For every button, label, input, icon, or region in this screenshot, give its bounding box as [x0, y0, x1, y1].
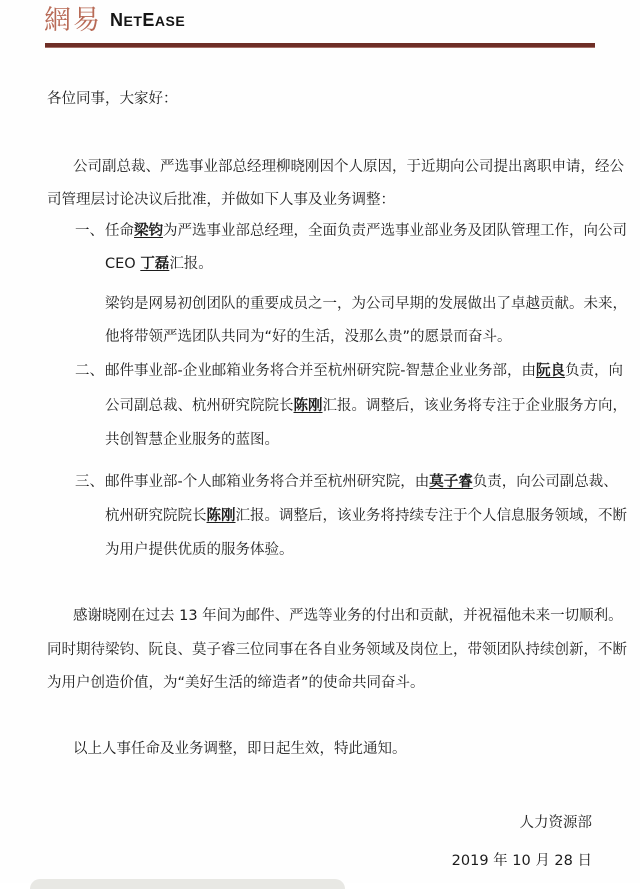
item-1-note-line-2: 他将带领严选团队共同为“好的生活，没那么贵”的愿景而奋斗。	[105, 329, 512, 345]
netease-logo-chinese: 網易	[44, 4, 102, 36]
item-2-line-1: 邮件事业部-企业邮箱业务将合并至杭州研究院-智慧企业业务部，由阮良负责，向	[105, 363, 623, 379]
person-name: 梁钧	[134, 223, 163, 239]
person-name: 陈刚	[293, 398, 323, 414]
item-3-marker: 三、	[75, 474, 104, 490]
item-1-note-line-1: 梁钧是网易初创团队的重要成员之一，为公司早期的发展做出了卓越贡献。未来，	[105, 296, 627, 312]
intro-line-2: 司管理层讨论决议后批准，并做如下人事及业务调整：	[47, 192, 395, 208]
item-2-line-3: 共创智慧企业服务的蓝图。	[105, 432, 279, 448]
letterhead	[44, 2, 185, 38]
salutation: 各位同事，大家好：	[47, 91, 178, 107]
letterhead-divider	[45, 43, 595, 47]
item-3-line-3: 为用户提供优质的服务体验。	[105, 542, 294, 558]
item-2-line-2: 公司副总裁、杭州研究院院长陈刚汇报。调整后，该业务将专注于企业服务方向，	[105, 398, 627, 414]
signature-date: 2019 年 10 月 28 日	[451, 853, 592, 869]
item-1-marker: 一、	[75, 223, 104, 239]
thanks-line-1: 感谢晓刚在过去 13 年间为邮件、严选等业务的付出和贡献，并祝福他未来一切顺利。	[73, 608, 623, 624]
thanks-line-2: 同时期待梁钧、阮良、莫子睿三位同事在各自业务领域及岗位上，带领团队持续创新，不断	[47, 642, 627, 658]
netease-logo-english: NETEASE	[110, 10, 186, 30]
person-name: 莫子睿	[429, 474, 473, 490]
item-1-line-2: CEO 丁磊汇报。	[105, 256, 213, 272]
person-name: 陈刚	[206, 508, 236, 524]
bottom-overlay-shape	[30, 879, 345, 889]
item-3-line-1: 邮件事业部-个人邮箱业务将合并至杭州研究院，由莫子睿负责，向公司副总裁、	[105, 474, 618, 490]
person-name: 丁磊	[140, 256, 170, 272]
item-3-line-2: 杭州研究院院长陈刚汇报。调整后，该业务将持续专注于个人信息服务领域，不断	[105, 508, 627, 524]
closing-statement: 以上人事任命及业务调整，即日起生效，特此通知。	[73, 741, 407, 757]
person-name: 阮良	[535, 363, 565, 379]
item-1-line-1: 任命梁钧为严选事业部总经理，全面负责严选事业部业务及团队管理工作，向公司	[105, 223, 627, 239]
item-2-marker: 二、	[75, 363, 104, 379]
signature-department: 人力资源部	[519, 815, 592, 831]
thanks-line-3: 为用户创造价值，为“美好生活的缔造者”的使命共同奋斗。	[47, 675, 425, 691]
intro-line-1: 公司副总裁、严选事业部总经理柳晓刚因个人原因，于近期向公司提出离职申请，经公	[73, 159, 624, 175]
